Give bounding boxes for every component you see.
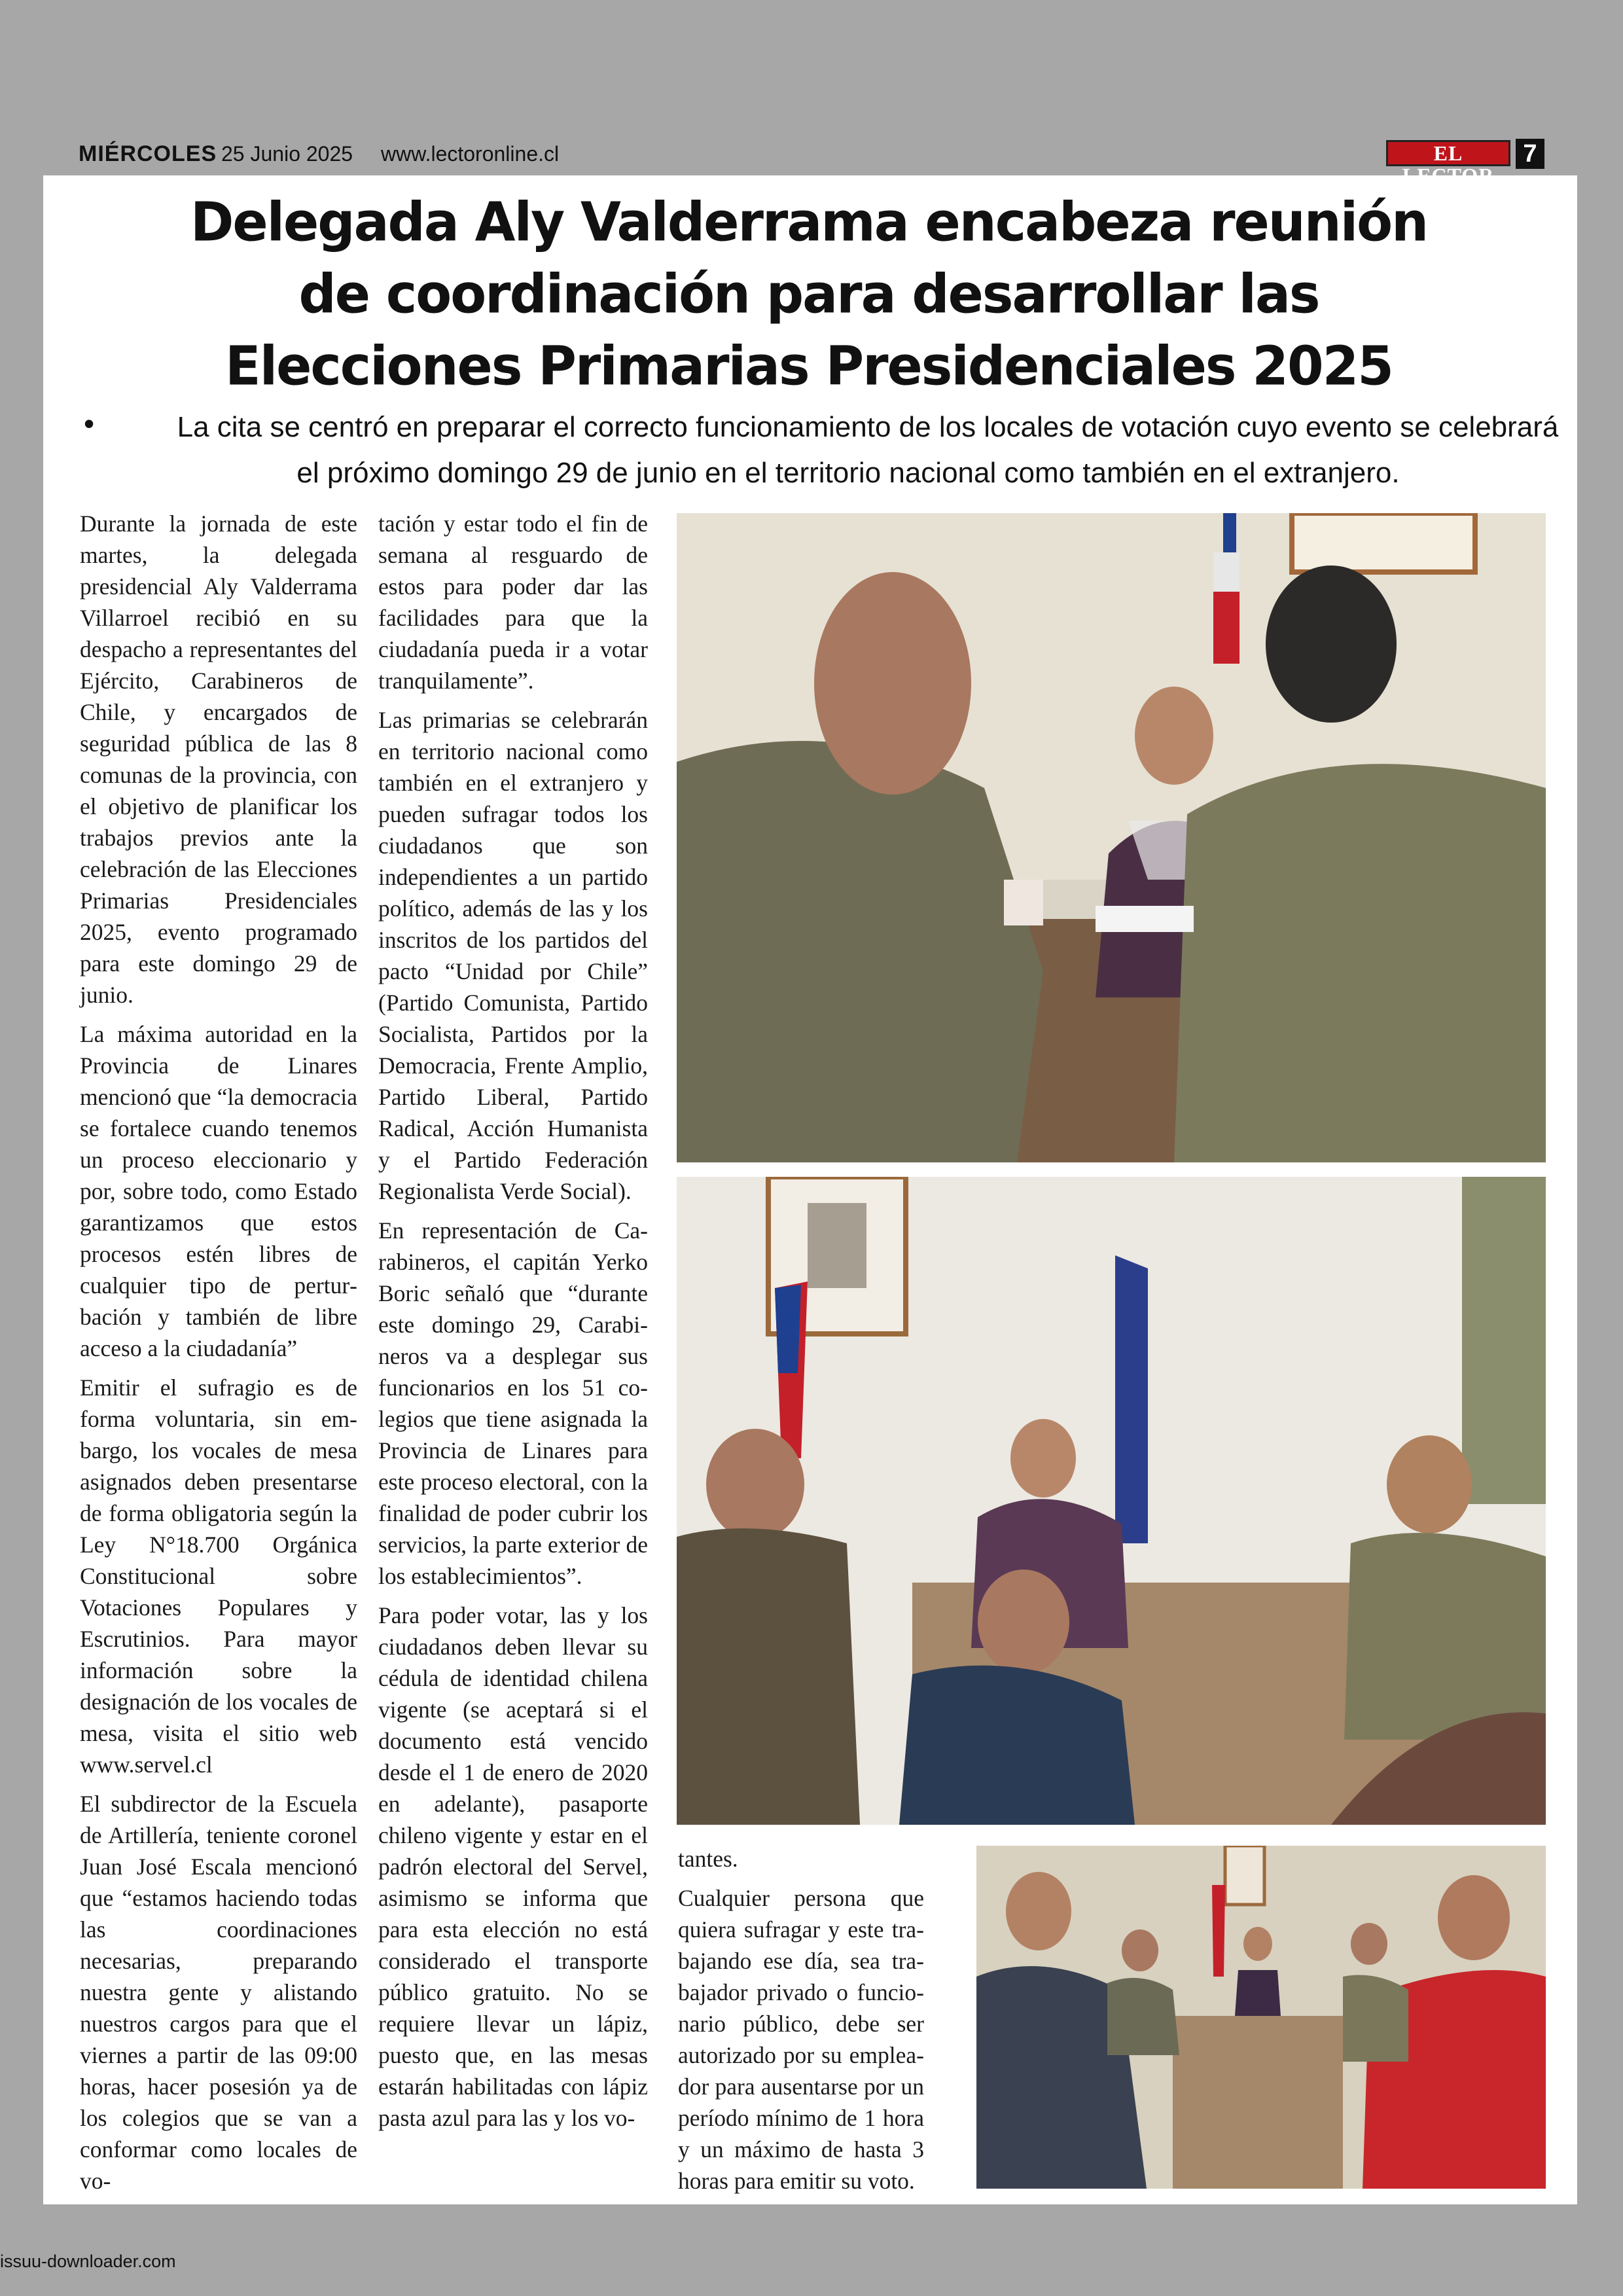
page-number: 7 (1516, 139, 1544, 169)
article-column-2 (378, 508, 648, 2142)
header-date: 25 Junio 2025 (221, 142, 353, 166)
page-header (79, 141, 1544, 173)
meeting-photo-1 (677, 513, 1546, 1162)
article-column-1 (80, 508, 357, 2204)
meeting-photo-1-image (677, 513, 1546, 1162)
paragraph: La máxima autoridad en la Provincia de Linares mencionó que “la democracia se fortalece cuando tenemos un proceso eleccionario y por, sobre todo, como Estado garantizamos que estos procesos estén libres de cualquier tipo de perturbación y también de libre acceso a la ciudadanía” (80, 1021, 357, 1361)
paragraph: tantes. (678, 1846, 738, 1872)
paragraph: En representación de Carabineros, el capitán Yerko Boric señaló que “durante este domingo 29, Carabineros va a desplegar sus funcionarios en los 51 colegios que tiene asignada la Provincia de Linares para este proceso electoral, con la finalidad de poder cubrir los servicios, la parte exterior de los establecimientos”. (378, 1217, 648, 1589)
paragraph: tación y estar todo el fin de semana al resguardo de estos para poder dar las facilidades para que la ciudadanía pueda ir a votar tranquilamente”. (378, 511, 648, 694)
paragraph: Emitir el sufragio es de forma voluntaria, sin embargo, los vocales de mesa asignados deben presentarse de forma obligatoria según la Ley N°18.700 Orgánica Constitucional sobre Votaciones Populares y Escrutinios. Para mayor información sobre la designación de los vocales de mesa, visita el sitio web www.servel.cl (80, 1374, 357, 1778)
paragraph: El subdirector de la Escuela de Artillería, teniente coronel Juan José Escala mencionó que “estamos haciendo todas las coordinaciones necesarias, preparando nuestra gente y alistando nuestros cargos para que el viernes a partir de las 09:00 horas, hacer posesión ya de los colegios que se van a conformar como locales de vo- (80, 1791, 357, 2194)
paragraph: Cualquier persona que quiera sufragar y este trabajando ese día, sea trabajador privado o funcionario público, debe ser autorizado por su empleador para ausentarse por un período mínimo de 1 hora y un máximo de hasta 3 horas para emitir su voto. (678, 1885, 924, 2194)
newspaper-logo: EL (1386, 140, 1510, 166)
meeting-photo-3 (976, 1846, 1546, 2189)
header-day: MIÉRCOLES (79, 141, 217, 166)
header-url[interactable]: www.lectoronline.cl (381, 142, 560, 166)
paragraph: Para poder votar, las y los ciudadanos deben llevar su cédula de identidad chilena vigente (se aceptará si el documento está vencido desde el 1 de enero de 2020 en adelante), pasaporte chileno vigente y estar en el padrón electoral del Servel, asimismo se informa que para esta elección no está considerado el transporte público gratuito. No se requiere llevar un lápiz, puesto que, en las mesas estarán habilitadas con lápiz pasta azul para las y los vo- (378, 1602, 648, 2131)
meeting-photo-2 (677, 1177, 1546, 1825)
paragraph: Las primarias se celebrarán en territorio nacional como también en el extranjero y pueden sufragar todos los ciudadanos que son independientes a un partido político, además de las y los inscritos de los partidos del pacto “Unidad por Chile” (Partido Comunista, Partido Socialista, Partidos por la Democracia, Frente Amplio, Partido Liberal, Partido Radical, Acción Humanista y el Partido Federación Regionalista Verde Social). (378, 707, 648, 1204)
article-column-3 (678, 1843, 924, 2204)
watermark: issuu-downloader.com (0, 2251, 176, 2271)
paragraph: Durante la jornada de este martes, la delegada presidencial Aly Valderrama Villarroel recibió en su despacho a representantes del Ejército, Carabineros de Chile, y encargados de seguridad pública de las 8 comunas de la provincia, con el objetivo de planificar los trabajos previos ante la celebración de las Elecciones Primarias Presidenciales 2025, evento programado para este domingo 29 de junio. (80, 511, 357, 1008)
article-title: Delegada Aly Valderrama encabeza reunión de coordinación para desarrollar las Elecciones Primarias Presidenciales 2025 (190, 190, 1428, 398)
newspaper-page (43, 175, 1577, 2204)
article-subtitle: La cita se centró en preparar el correcto funcionamiento de los locales de votación cuyo evento se celebrará el próximo domingo 29 de junio en el territorio nacional como también en el extranjero. (177, 411, 1559, 489)
meeting-photo-3-image (976, 1846, 1546, 2189)
meeting-photo-2-image (677, 1177, 1546, 1825)
subtitle-bullet: • (84, 406, 95, 440)
